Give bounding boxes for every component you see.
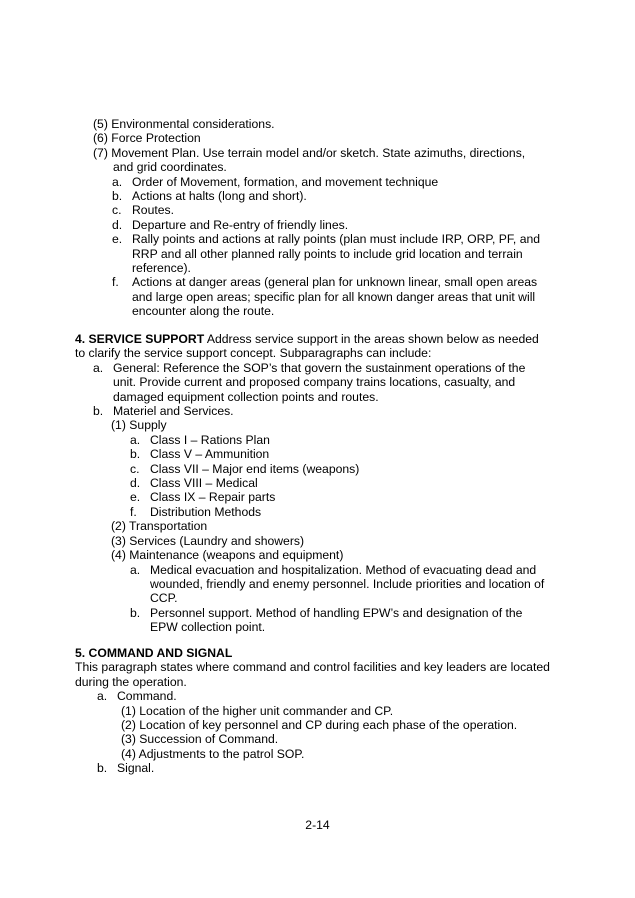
maintenance-item: (4) Maintenance (weapons and equipment) [111,548,344,563]
item-7: (7) Movement Plan. Use terrain model and/or sketch. State azimuths, directions, [93,145,526,160]
section-5-intro-cont: during the operation. [75,674,187,689]
item-5: (5) Environmental considerations. [93,117,275,131]
section-4-intro: to clarify the service support concept. Subparagraphs can include: [75,346,432,361]
subitem-f: f. Actions at danger areas (general plan for unknown linear, small open areas [112,275,538,290]
class-item: b. Class V – Ammunition [130,447,270,462]
subitem-b: b. Actions at halts (long and short). [112,189,307,204]
s5-item-a: a. Command. [97,689,177,704]
class-item: a. Class I – Rations Plan [130,432,270,447]
movement-plan-section [93,117,540,319]
class-list [111,433,544,519]
section-4-body [75,361,544,635]
class-item: e. Class IX – Repair parts [130,490,276,505]
supply-item: (1) Supply [111,418,167,433]
subitem-e-cont1: RRP and all other planned rally points to include grid location and terrain [132,246,523,261]
command-subitems [97,704,550,762]
s5-item-b: b. Signal. [97,761,155,776]
class-item: d. Class VIII – Medical [130,476,258,491]
item-6: (6) Force Protection [93,131,201,146]
section-5-intro: This paragraph states where command and control facilities and key leaders are located [75,660,550,675]
subitem-e: e. Rally points and actions at rally points (plan must include IRP, ORP, PF, and [112,232,541,247]
maint-item-b: b. Personnel support. Method of handling EPW’s and designation of the [130,605,523,620]
page-number: 2-14 [305,818,330,832]
class-item: c. Class VII – Major end items (weapons) [130,461,360,476]
command-item-1: (1) Location of the higher unit commander and CP. [121,703,394,718]
section-5-heading-line [75,646,550,660]
section-4-heading: 4. SERVICE SUPPORT [75,332,205,346]
subitem-c: c. Routes. [112,203,175,218]
subitem-a: a. Order of Movement, formation, and movement technique [112,174,439,189]
class-item: f. Distribution Methods [130,504,262,519]
subitem-d: d. Departure and Re-entry of friendly lines. [112,217,349,232]
command-item-4: (4) Adjustments to the patrol SOP. [121,746,305,761]
service-support-section [75,332,544,635]
materiel-list [93,418,544,634]
command-signal-section [75,646,550,776]
command-item-3: (3) Succession of Command. [121,732,279,747]
section-4-heading-line: 4. SERVICE SUPPORT Address service support in the areas shown below as needed [75,332,539,346]
subitem-f-cont2: encounter along the route. [132,304,275,319]
transportation-item: (2) Transportation [111,519,208,534]
maintenance-subitems [111,563,544,635]
movement-subitems [93,175,540,319]
maint-item-a-cont2: CCP. [150,591,178,606]
s4-item-b: b. Materiel and Services. [93,404,234,419]
item-7-cont: and grid coordinates. [113,160,227,175]
command-item-2: (2) Location of key personnel and CP during each phase of the operation. [121,718,518,733]
services-item: (3) Services (Laundry and showers) [111,533,305,548]
maint-item-b-cont: EPW collection point. [150,620,266,635]
s4-item-a: a. General: Reference the SOP’s that govern the sustainment operations of the [93,360,526,375]
subitem-e-cont2: reference). [132,261,191,276]
s4-item-a-cont2: damaged equipment collection points and routes. [113,389,379,404]
maint-item-a-cont1: wounded, friendly and enemy personnel. Include priorities and location of [150,576,545,591]
maint-item-a: a. Medical evacuation and hospitalization. Method of evacuating dead and [130,562,537,577]
s4-item-a-cont1: unit. Provide current and proposed company trains locations, casualty, and [113,375,516,390]
subitem-f-cont1: and large open areas; specific plan for all known danger areas that unit will [132,289,536,304]
section-5-body [75,689,550,775]
section-5-heading: 5. COMMAND AND SIGNAL [75,646,233,660]
